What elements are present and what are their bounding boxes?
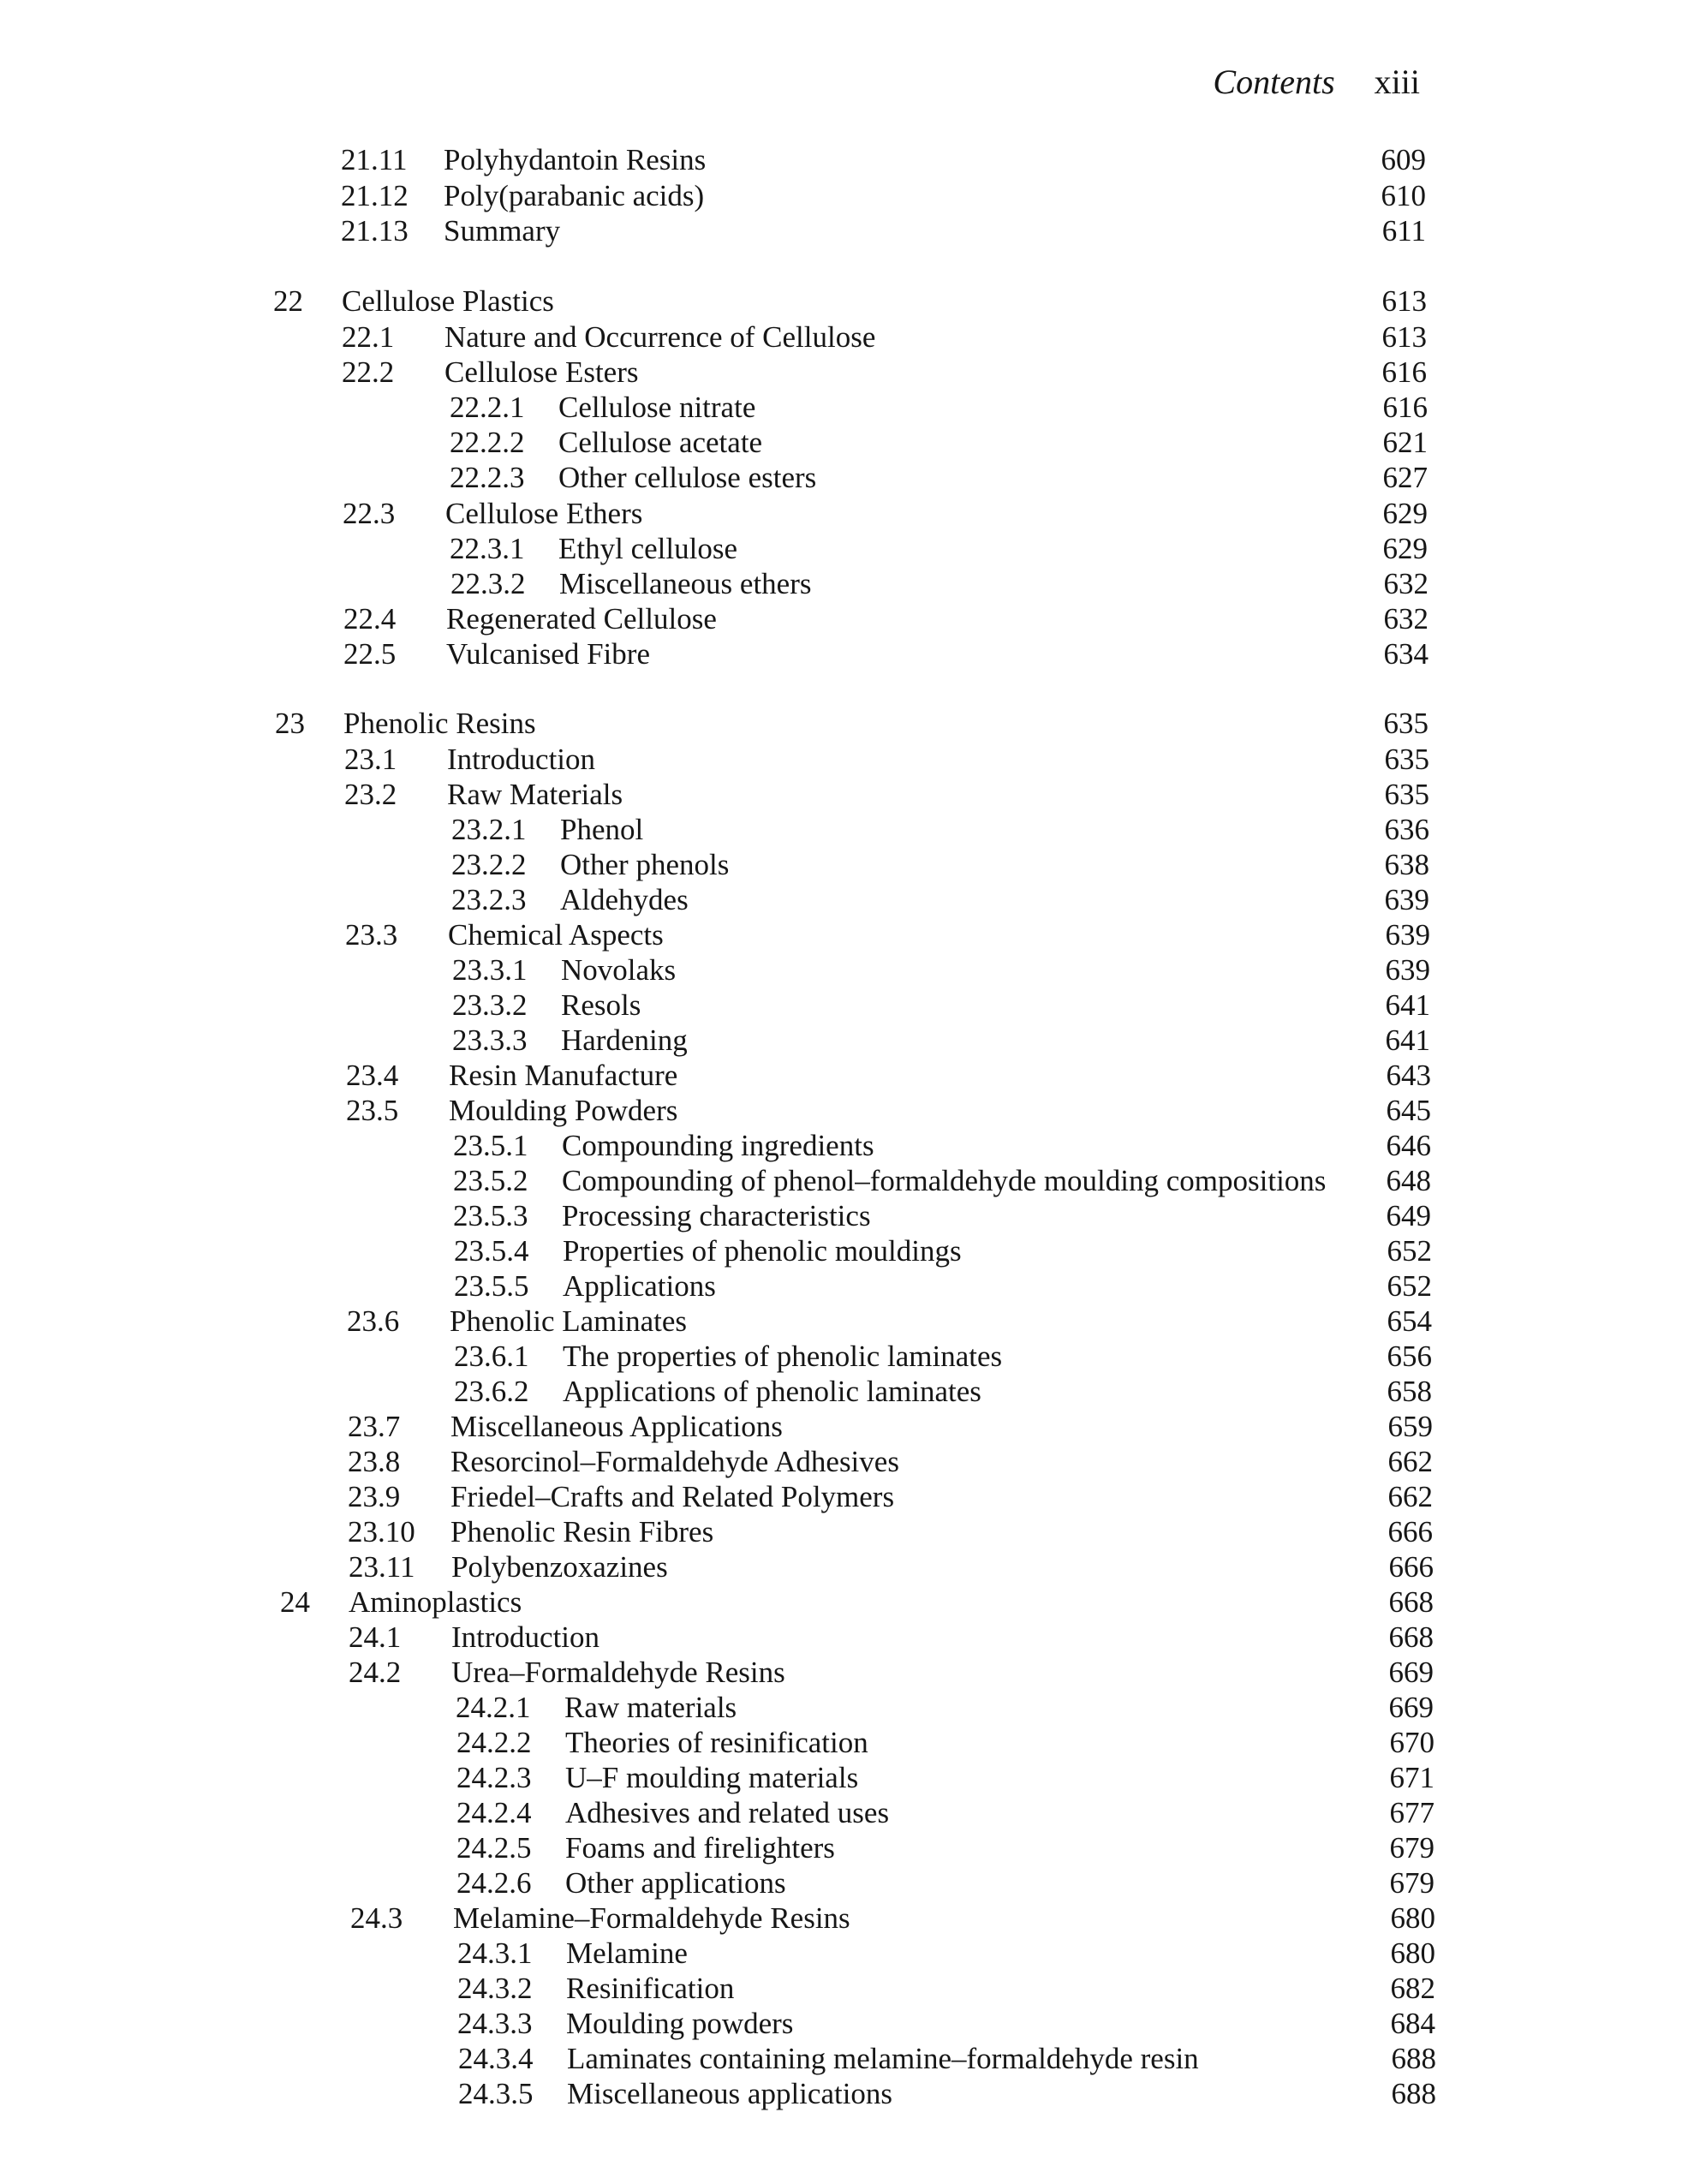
toc-entry-number: 23.6.1 xyxy=(454,1340,529,1373)
toc-entry-title: Raw Materials xyxy=(447,778,623,811)
toc-entry-number: 22.1 xyxy=(342,320,395,354)
toc-entry-page: 634 xyxy=(1383,637,1429,671)
toc-entry-title: Ethyl cellulose xyxy=(558,532,737,565)
toc-entry-number: 21.12 xyxy=(341,179,409,212)
toc-entry-page: 652 xyxy=(1387,1234,1432,1268)
toc-entry-page: 609 xyxy=(1381,143,1426,176)
toc-entry-number: 24.3 xyxy=(350,1901,403,1935)
toc-entry xyxy=(0,705,1688,743)
toc-entry-title: Miscellaneous ethers xyxy=(559,567,812,600)
toc-entry-page: 639 xyxy=(1384,883,1429,916)
toc-entry-page: 658 xyxy=(1387,1375,1432,1408)
toc-entry-page: 649 xyxy=(1386,1199,1431,1232)
toc-entry-number: 23.3.2 xyxy=(452,988,528,1022)
toc-entry-page: 679 xyxy=(1389,1866,1435,1900)
toc-entry-title: Resols xyxy=(561,988,641,1022)
toc-entry-page: 616 xyxy=(1382,391,1428,424)
toc-entry-title: Resin Manufacture xyxy=(449,1059,678,1092)
toc-entry-number: 23.2 xyxy=(344,778,397,811)
toc-entry-number: 23.3.3 xyxy=(452,1023,528,1057)
toc-entry-page: 636 xyxy=(1384,813,1429,846)
toc-entry-title: Polybenzoxazines xyxy=(451,1550,668,1584)
toc-entry-page: 616 xyxy=(1381,355,1427,389)
toc-entry xyxy=(0,1900,1688,1937)
toc-entry-page: 635 xyxy=(1383,707,1429,740)
toc-entry-page: 684 xyxy=(1390,2007,1435,2040)
toc-entry-page: 613 xyxy=(1381,320,1427,354)
toc-entry-page: 639 xyxy=(1385,918,1430,952)
toc-entry-page: 610 xyxy=(1381,179,1426,212)
toc-entry-number: 24.2.5 xyxy=(456,1831,532,1865)
toc-entry-number: 24.2.3 xyxy=(456,1761,532,1794)
toc-entry-title: Cellulose acetate xyxy=(558,426,763,459)
toc-entry-page: 659 xyxy=(1387,1410,1433,1443)
toc-entry-page: 632 xyxy=(1383,567,1429,600)
toc-entry-title: Cellulose nitrate xyxy=(558,391,756,424)
toc-entry-page: 680 xyxy=(1390,1936,1435,1970)
toc-entry-title: Regenerated Cellulose xyxy=(446,602,717,636)
toc-entry xyxy=(0,212,1688,250)
toc-entry-title: Vulcanised Fibre xyxy=(446,637,650,671)
toc-entry-title: Melamine xyxy=(566,1936,688,1970)
toc-entry xyxy=(0,1478,1688,1516)
toc-entry-page: 629 xyxy=(1382,532,1428,565)
toc-entry-number: 22.5 xyxy=(343,637,397,671)
toc-entry-page: 652 xyxy=(1387,1269,1432,1303)
toc-entry-number: 23.9 xyxy=(348,1480,401,1513)
toc-entry-page: 641 xyxy=(1385,988,1430,1022)
toc-entry-number: 23.2.2 xyxy=(451,848,527,881)
toc-entry-title: Nature and Occurrence of Cellulose xyxy=(444,320,876,354)
toc-entry xyxy=(0,1057,1688,1095)
toc-entry xyxy=(0,565,1688,603)
toc-entry xyxy=(0,1513,1688,1551)
toc-entry-page: 627 xyxy=(1382,461,1428,494)
toc-entry xyxy=(0,846,1688,884)
toc-entry-page: 688 xyxy=(1391,2042,1436,2075)
toc-entry-title: Other applications xyxy=(565,1866,786,1900)
toc-entry-page: 639 xyxy=(1385,953,1430,987)
toc-entry-page: 613 xyxy=(1381,284,1427,318)
toc-entry-page: 680 xyxy=(1390,1901,1435,1935)
toc-entry xyxy=(0,1829,1688,1867)
toc-entry-page: 688 xyxy=(1391,2077,1436,2110)
toc-entry-page: 677 xyxy=(1389,1796,1435,1829)
toc-entry xyxy=(0,1759,1688,1797)
toc-entry-page: 666 xyxy=(1388,1550,1434,1584)
toc-entry xyxy=(0,2040,1688,2078)
toc-entry xyxy=(0,177,1688,215)
toc-entry-title: Introduction xyxy=(451,1620,600,1654)
toc-entry xyxy=(0,1865,1688,1902)
toc-entry-title: Urea–Formaldehyde Resins xyxy=(451,1656,785,1689)
toc-entry-number: 23.2.1 xyxy=(451,813,527,846)
toc-entry-page: 643 xyxy=(1386,1059,1431,1092)
toc-entry-page: 638 xyxy=(1384,848,1429,881)
toc-entry-page: 646 xyxy=(1386,1129,1431,1162)
toc-entry-page: 654 xyxy=(1387,1304,1432,1338)
toc-entry-number: 23 xyxy=(275,707,305,740)
toc-entry-number: 22.2.1 xyxy=(450,391,525,424)
toc-entry xyxy=(0,389,1688,427)
toc-entry-title: Processing characteristics xyxy=(562,1199,871,1232)
toc-entry xyxy=(0,141,1688,179)
toc-entry xyxy=(0,1268,1688,1305)
toc-entry-title: Moulding Powders xyxy=(449,1094,678,1127)
toc-entry-title: Resorcinol–Formaldehyde Adhesives xyxy=(450,1445,899,1478)
toc-entry-page: 629 xyxy=(1382,497,1428,530)
toc-entry-title: Compounding ingredients xyxy=(562,1129,874,1162)
toc-entry-number: 23.1 xyxy=(344,743,397,776)
page-number: xiii xyxy=(1374,63,1420,101)
toc-entry-page: 670 xyxy=(1389,1726,1435,1759)
toc-entry-title: U–F moulding materials xyxy=(565,1761,859,1794)
toc-entry xyxy=(0,2005,1688,2043)
running-head-title: Contents xyxy=(1213,63,1335,101)
toc-entry xyxy=(0,1338,1688,1375)
toc-entry-number: 24.3.2 xyxy=(457,1972,533,2005)
toc-entry xyxy=(0,495,1688,533)
toc-entry xyxy=(0,1303,1688,1340)
toc-entry-number: 24.3.5 xyxy=(458,2077,534,2110)
toc-entry xyxy=(0,530,1688,568)
toc-entry-title: Phenolic Laminates xyxy=(450,1304,688,1338)
toc-entry-number: 23.5.3 xyxy=(453,1199,528,1232)
toc-entry-title: Miscellaneous Applications xyxy=(450,1410,783,1443)
toc-entry-title: Phenol xyxy=(560,813,644,846)
toc-entry-number: 23.10 xyxy=(348,1515,415,1548)
toc-entry xyxy=(0,1197,1688,1235)
toc-entry-number: 23.6 xyxy=(347,1304,400,1338)
toc-entry-page: 645 xyxy=(1386,1094,1431,1127)
toc-entry-title: Friedel–Crafts and Related Polymers xyxy=(450,1480,895,1513)
toc-entry-number: 23.5.5 xyxy=(454,1269,529,1303)
toc-entry-title: Polyhydantoin Resins xyxy=(444,143,707,176)
toc-entry-page: 641 xyxy=(1385,1023,1430,1057)
toc-entry-title: Raw materials xyxy=(564,1691,737,1724)
toc-entry-number: 24.2.1 xyxy=(456,1691,531,1724)
toc-entry-title: Cellulose Ethers xyxy=(445,497,643,530)
toc-entry xyxy=(0,776,1688,814)
toc-entry-number: 23.5 xyxy=(346,1094,399,1127)
toc-entry xyxy=(0,1794,1688,1832)
toc-entry-title: Aldehydes xyxy=(560,883,689,916)
toc-entry xyxy=(0,1689,1688,1727)
toc-entry-title: Theories of resinification xyxy=(565,1726,868,1759)
toc-entry-number: 24.2.2 xyxy=(456,1726,532,1759)
toc-entry-title: Moulding powders xyxy=(566,2007,794,2040)
toc-entry xyxy=(0,811,1688,849)
toc-entry-number: 21.13 xyxy=(341,214,409,248)
toc-entry xyxy=(0,916,1688,954)
toc-entry-title: Laminates containing melamine–formaldehyde resin xyxy=(567,2042,1199,2075)
toc-entry xyxy=(0,1970,1688,2008)
toc-entry-number: 23.3.1 xyxy=(452,953,528,987)
toc-entry-number: 24.3.4 xyxy=(458,2042,534,2075)
toc-entry-number: 22.3.2 xyxy=(450,567,526,600)
toc-entry-page: 668 xyxy=(1388,1585,1434,1619)
toc-entry-number: 23.5.2 xyxy=(453,1164,528,1197)
toc-entry-title: Poly(parabanic acids) xyxy=(444,179,705,212)
toc-entry-number: 22.3.1 xyxy=(450,532,525,565)
toc-entry-number: 23.4 xyxy=(346,1059,399,1092)
toc-entry-title: Chemical Aspects xyxy=(448,918,664,952)
toc-entry-number: 24.3.1 xyxy=(457,1936,533,1970)
toc-entry-number: 22 xyxy=(273,284,303,318)
toc-entry-title: Aminoplastics xyxy=(349,1585,522,1619)
toc-entry-page: 679 xyxy=(1389,1831,1435,1865)
toc-entry xyxy=(0,459,1688,497)
toc-entry-title: Applications of phenolic laminates xyxy=(563,1375,981,1408)
toc-entry-number: 23.5.1 xyxy=(453,1129,528,1162)
toc-entry-page: 648 xyxy=(1386,1164,1431,1197)
toc-entry xyxy=(0,1232,1688,1270)
toc-entry-title: Other cellulose esters xyxy=(558,461,817,494)
toc-entry-title: Summary xyxy=(444,214,561,248)
toc-entry xyxy=(0,600,1688,638)
toc-entry-number: 22.2.2 xyxy=(450,426,525,459)
toc-entry-title: Cellulose Plastics xyxy=(342,284,554,318)
toc-entry xyxy=(0,1548,1688,1586)
toc-entry-number: 23.11 xyxy=(349,1550,415,1584)
toc-entry xyxy=(0,1584,1688,1621)
toc-entry xyxy=(0,424,1688,462)
toc-entry-number: 23.6.2 xyxy=(454,1375,529,1408)
toc-entry-page: 635 xyxy=(1384,778,1429,811)
toc-entry-page: 632 xyxy=(1383,602,1429,636)
toc-entry xyxy=(0,741,1688,779)
toc-entry-title: Cellulose Esters xyxy=(444,355,639,389)
toc-entry-number: 23.3 xyxy=(345,918,398,952)
toc-entry-page: 635 xyxy=(1384,743,1429,776)
toc-entry-number: 24.1 xyxy=(349,1620,402,1654)
toc-entry-title: Applications xyxy=(563,1269,716,1303)
toc-entry-title: Phenolic Resin Fibres xyxy=(450,1515,714,1548)
toc-entry xyxy=(0,1373,1688,1411)
toc-entry xyxy=(0,1162,1688,1200)
toc-entry xyxy=(0,1619,1688,1656)
toc-entry xyxy=(0,952,1688,989)
toc-entry-title: Melamine–Formaldehyde Resins xyxy=(453,1901,850,1935)
toc-entry-title: Compounding of phenol–formaldehyde moulding compositions xyxy=(562,1164,1327,1197)
toc-entry xyxy=(0,1654,1688,1692)
toc-entry-page: 611 xyxy=(1381,214,1426,248)
toc-entry-title: Hardening xyxy=(561,1023,688,1057)
toc-entry-page: 666 xyxy=(1387,1515,1433,1548)
toc-entry-number: 24.3.3 xyxy=(457,2007,533,2040)
toc-entry xyxy=(0,1022,1688,1059)
toc-entry-page: 669 xyxy=(1388,1656,1434,1689)
toc-entry-page: 668 xyxy=(1388,1620,1434,1654)
toc-entry-page: 662 xyxy=(1387,1445,1433,1478)
toc-entry xyxy=(0,2075,1688,2113)
toc-entry xyxy=(0,1092,1688,1130)
toc-entry-number: 23.5.4 xyxy=(454,1234,529,1268)
toc-entry xyxy=(0,1724,1688,1762)
toc-entry xyxy=(0,1127,1688,1165)
toc-entry-title: The properties of phenolic laminates xyxy=(563,1340,1003,1373)
toc-entry xyxy=(0,1408,1688,1446)
toc-entry-title: Other phenols xyxy=(560,848,730,881)
toc-entry-number: 24.2.4 xyxy=(456,1796,532,1829)
toc-entry-number: 22.4 xyxy=(343,602,397,636)
toc-entry-number: 24.2 xyxy=(349,1656,402,1689)
toc-entry-number: 22.2 xyxy=(342,355,395,389)
toc-entry-page: 621 xyxy=(1382,426,1428,459)
toc-entry xyxy=(0,987,1688,1024)
toc-entry-page: 656 xyxy=(1387,1340,1432,1373)
toc-entry xyxy=(0,881,1688,919)
toc-entry xyxy=(0,636,1688,673)
toc-entry-page: 662 xyxy=(1387,1480,1433,1513)
toc-entry-title: Foams and firelighters xyxy=(565,1831,835,1865)
toc-entry-number: 24.2.6 xyxy=(456,1866,532,1900)
toc-entry-number: 23.7 xyxy=(348,1410,401,1443)
toc-entry xyxy=(0,1935,1688,1972)
toc-entry-number: 22.3 xyxy=(343,497,396,530)
toc-entry-page: 669 xyxy=(1388,1691,1434,1724)
toc-entry xyxy=(0,283,1688,320)
toc-entry-page: 671 xyxy=(1389,1761,1435,1794)
toc-entry xyxy=(0,1443,1688,1481)
toc-entry-number: 21.11 xyxy=(341,143,408,176)
toc-entry-title: Introduction xyxy=(447,743,596,776)
toc-entry xyxy=(0,354,1688,391)
toc-entry-title: Properties of phenolic mouldings xyxy=(563,1234,962,1268)
toc-entry-number: 24 xyxy=(280,1585,310,1619)
toc-entry-page: 682 xyxy=(1390,1972,1435,2005)
toc-entry-title: Adhesives and related uses xyxy=(565,1796,890,1829)
toc-entry-title: Phenolic Resins xyxy=(343,707,536,740)
toc-entry-number: 23.8 xyxy=(348,1445,401,1478)
toc-entry-title: Resinification xyxy=(566,1972,735,2005)
toc-entry-title: Miscellaneous applications xyxy=(567,2077,893,2110)
toc-entry xyxy=(0,319,1688,356)
toc-entry-number: 23.2.3 xyxy=(451,883,527,916)
toc-entry-title: Novolaks xyxy=(561,953,677,987)
toc-entry-number: 22.2.3 xyxy=(450,461,525,494)
